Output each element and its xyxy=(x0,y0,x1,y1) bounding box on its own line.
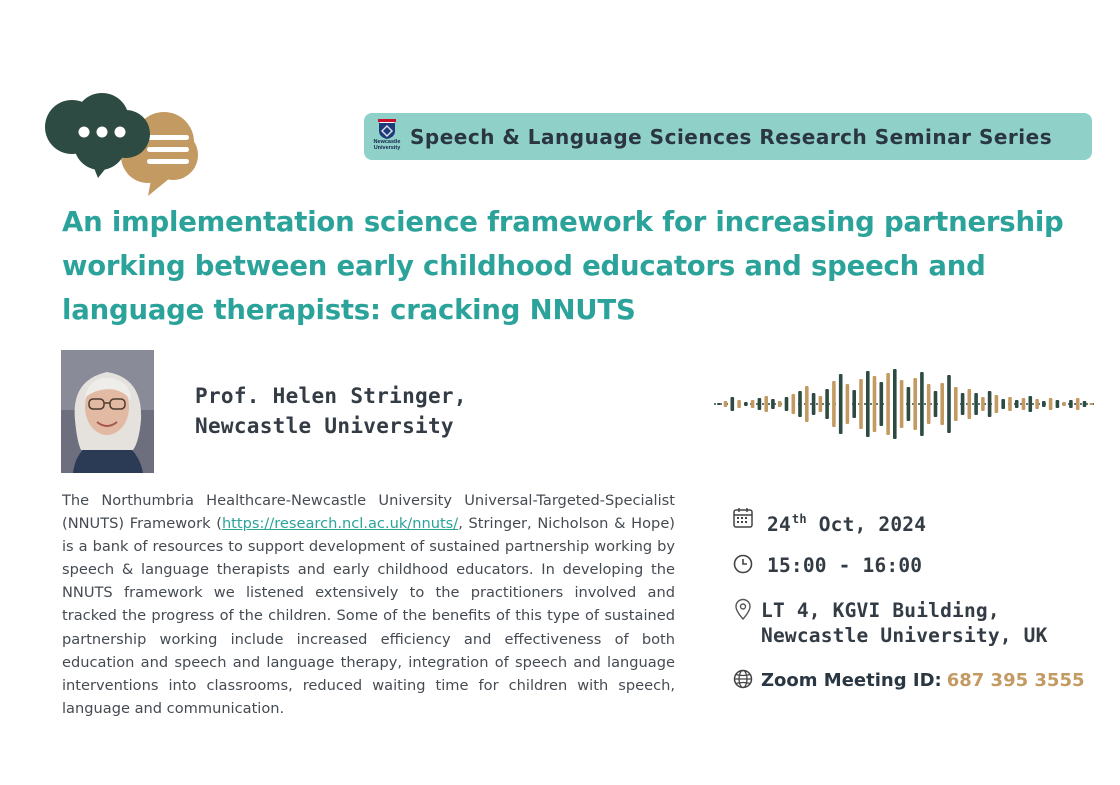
wave-bar xyxy=(927,384,931,424)
wave-bar xyxy=(758,398,762,410)
wave-bar xyxy=(744,402,748,406)
wave-bar xyxy=(1062,402,1066,406)
wave-bar xyxy=(1008,397,1012,411)
wave-bar xyxy=(1083,401,1087,407)
wave-bar xyxy=(873,376,877,432)
wave-bar xyxy=(1015,400,1019,408)
logo-text: Newcastle University xyxy=(373,138,401,151)
wave-bar xyxy=(1029,396,1033,412)
wave-bar xyxy=(1049,398,1053,410)
date-day: 24 xyxy=(767,513,791,536)
zoom-label: Zoom Meeting ID: xyxy=(761,670,942,691)
event-date xyxy=(767,507,926,537)
chat-bubbles-icon xyxy=(44,92,204,202)
location-line-1: LT 4, KGVI Building, xyxy=(761,599,1000,622)
wave-bar xyxy=(961,393,965,415)
zoom-meeting-id[interactable]: 687 395 3555 xyxy=(946,670,1085,691)
wave-bar xyxy=(974,393,978,415)
speaker-name: Prof. Helen Stringer, xyxy=(195,384,467,408)
wave-bar xyxy=(1022,398,1026,410)
globe-icon xyxy=(733,668,753,690)
talk-title: An implementation science framework for increasing partnership working between early childhood educators and speech and language therapists: cracking NNUTS xyxy=(62,206,1064,326)
wave-bar xyxy=(805,386,809,422)
wave-bar xyxy=(1001,399,1005,409)
event-location xyxy=(761,598,1048,648)
clock-icon xyxy=(733,553,753,575)
date-suffix: th xyxy=(791,512,807,526)
location-line-2: Newcastle University, UK xyxy=(761,624,1048,647)
wave-bar xyxy=(1069,400,1073,408)
wave-bar xyxy=(1035,399,1039,409)
time-row xyxy=(733,553,922,578)
wave-bar xyxy=(724,401,728,407)
abstract-after-link: , Stringer, Nicholson & Hope) is a bank of resources to support development of sustained partnership working by speech & language therapists and early childhood educators. In developing the NNUTS framework we listened extensively to the practitioners involved and tracked the progress of the children. Some of the benefits of this type of sustained partnership working include increased efficiency and effectiveness of both education and speech and language therapy, integration of speech and language interventions into classrooms, reduced waiting time for children with speech, language and communication. xyxy=(62,515,675,717)
wave-bar xyxy=(1042,401,1046,407)
speaker-photo xyxy=(61,350,154,473)
wave-bar xyxy=(995,395,999,413)
wave-bar xyxy=(771,399,775,409)
wave-bar xyxy=(934,391,938,417)
wave-bar xyxy=(981,397,985,411)
wave-bar xyxy=(751,400,755,408)
series-title: Speech & Language Sciences Research Seminar Series xyxy=(410,124,1053,149)
wave-bar xyxy=(913,378,917,430)
wave-bar xyxy=(717,403,721,405)
wave-bar xyxy=(1056,400,1060,408)
sound-wave-icon xyxy=(712,368,1098,440)
wave-bar xyxy=(893,369,897,439)
wave-bar xyxy=(907,387,911,421)
wave-bar xyxy=(988,391,992,417)
wave-bar xyxy=(954,387,958,421)
wave-bar xyxy=(940,383,944,425)
wave-bar xyxy=(798,391,802,417)
wave-bar xyxy=(1089,403,1093,405)
wave-bar xyxy=(785,397,789,411)
date-row xyxy=(733,507,926,537)
zoom-row xyxy=(733,668,1085,693)
wave-bar xyxy=(825,389,829,419)
wave-bar xyxy=(832,381,836,427)
wave-bar xyxy=(778,401,782,407)
wave-bar xyxy=(1076,398,1080,410)
event-time: 15:00 - 16:00 xyxy=(767,554,923,577)
wave-bar xyxy=(947,375,951,433)
wave-bar xyxy=(880,382,884,426)
calendar-icon xyxy=(733,507,753,529)
wave-bar xyxy=(812,393,816,415)
wave-bar xyxy=(859,379,863,429)
nnuts-link[interactable]: https://research.ncl.ac.uk/nnuts/ xyxy=(221,515,459,533)
wave-bar xyxy=(764,396,768,412)
wave-bar xyxy=(968,389,972,419)
wave-bar xyxy=(920,372,924,436)
crest-icon xyxy=(378,119,396,139)
wave-bar xyxy=(737,400,741,408)
wave-bar xyxy=(852,390,856,418)
wave-bar xyxy=(886,373,890,435)
speaker-affiliation: Newcastle University xyxy=(195,414,454,438)
date-rest: Oct, 2024 xyxy=(806,513,927,536)
university-logo xyxy=(372,119,402,155)
wave-bar xyxy=(819,396,823,412)
abstract-before-link: The Northumbria Healthcare-Newcastle University Universal-Targeted-Specialist (NNUTS) Framework ( xyxy=(62,492,675,533)
speaker-block xyxy=(195,381,467,441)
abstract-text xyxy=(62,489,675,720)
wave-bar xyxy=(846,384,850,424)
location-row xyxy=(733,598,1048,648)
location-pin-icon xyxy=(733,598,753,620)
wave-bar xyxy=(900,380,904,428)
wave-bar xyxy=(866,371,870,437)
wave-bar xyxy=(839,374,843,434)
series-banner xyxy=(364,113,1092,160)
wave-bar xyxy=(731,397,735,411)
wave-bar xyxy=(792,394,796,414)
